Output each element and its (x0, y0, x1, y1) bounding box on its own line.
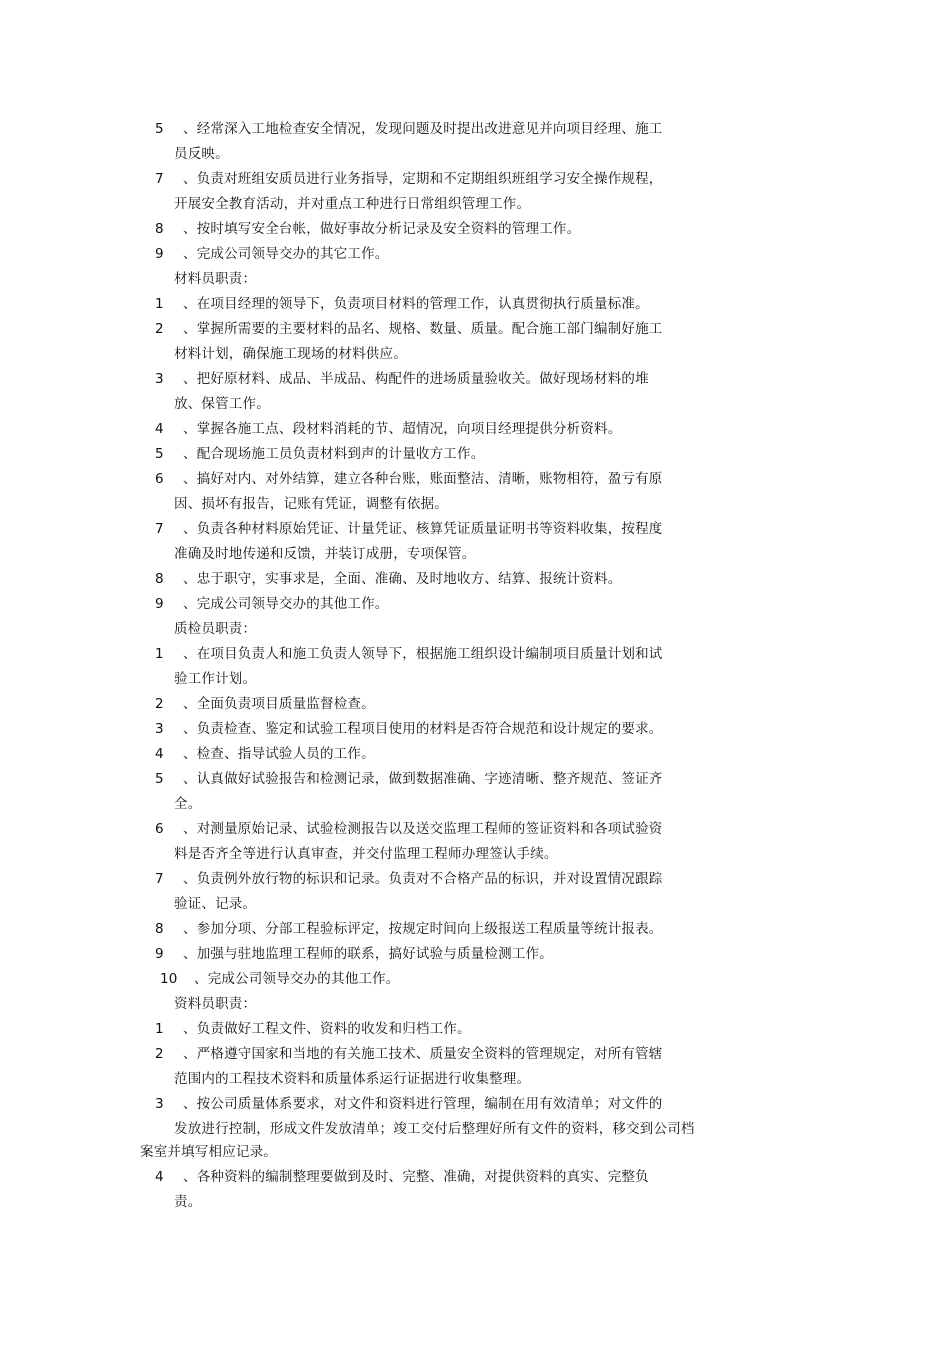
item-text: 、完成公司领导交办的其他工作。 (183, 596, 389, 612)
item-text: 、负责对班组安质员进行业务指导，定期和不定期组织班组学习安全操作规程， (183, 171, 663, 187)
list-item-continuation: 放、保管工作。 (174, 396, 270, 412)
list-item (155, 595, 389, 613)
list-item-continuation: 范围内的工程技术资料和质量体系运行证据进行收集整理。 (174, 1071, 531, 1087)
list-item (155, 920, 663, 938)
section-heading: 质检员职责： (174, 621, 257, 637)
list-item (155, 120, 663, 138)
item-text: 、掌握各施工点、段材料消耗的节、超情况，向项目经理提供分析资料。 (183, 421, 622, 437)
list-item-continuation: 验证、记录。 (174, 896, 257, 912)
list-item (155, 1168, 649, 1186)
item-number: 9 (155, 946, 164, 962)
list-item (155, 570, 621, 588)
item-number: 6 (155, 821, 164, 837)
item-number: 3 (155, 721, 164, 737)
item-number: 4 (155, 1169, 164, 1185)
item-text: 、掌握所需要的主要材料的品名、规格、数量、质量。配合施工部门编制好施工 (183, 321, 663, 337)
item-text: 、忠于职守，实事求是，全面、准确、及时地收方、结算、报统计资料。 (183, 571, 622, 587)
item-number: 2 (155, 696, 164, 712)
item-number: 4 (155, 746, 164, 762)
list-item (155, 220, 580, 238)
item-text: 、负责例外放行物的标识和记录。负责对不合格产品的标识，并对设置情况跟踪 (183, 871, 663, 887)
list-item-continuation: 员反映。 (174, 146, 229, 162)
item-text: 、负责各种材料原始凭证、计量凭证、核算凭证质量证明书等资料收集，按程度 (183, 521, 663, 537)
item-text: 、负责做好工程文件、资料的收发和归档工作。 (183, 1021, 471, 1037)
item-text: 、完成公司领导交办的其它工作。 (183, 246, 389, 262)
item-number: 1 (155, 1021, 164, 1037)
list-item-continuation: 全。 (174, 796, 202, 812)
item-text: 、参加分项、分部工程验标评定，按规定时间向上级报送工程质量等统计报表。 (183, 921, 663, 937)
item-text: 、负责检查、鉴定和试验工程项目使用的材料是否符合规范和设计规定的要求。 (183, 721, 663, 737)
list-item (155, 945, 553, 963)
list-item (155, 170, 663, 188)
item-text: 、按时填写安全台帐，做好事故分析记录及安全资料的管理工作。 (183, 221, 581, 237)
item-number: 8 (155, 221, 164, 237)
list-item-continuation: 准确及时地传递和反馈，并装订成册，专项保管。 (174, 546, 476, 562)
list-item (155, 1045, 663, 1063)
item-number: 9 (155, 596, 164, 612)
item-number: 10 (160, 971, 178, 987)
section-heading: 资料员职责： (174, 996, 257, 1012)
list-item (155, 820, 663, 838)
item-text: 、在项目经理的领导下，负责项目材料的管理工作，认真贯彻执行质量标准。 (183, 296, 649, 312)
item-number: 5 (155, 446, 164, 462)
section-heading: 材料员职责： (174, 271, 257, 287)
item-number: 7 (155, 521, 164, 537)
list-item (155, 320, 663, 338)
item-number: 4 (155, 421, 164, 437)
list-item (155, 445, 484, 463)
list-item (155, 420, 621, 438)
item-text: 、各种资料的编制整理要做到及时、完整、准确，对提供资料的真实、完整负 (183, 1169, 649, 1185)
item-number: 9 (155, 246, 164, 262)
list-item-continuation: 发放进行控制，形成文件发放清单；竣工交付后整理好所有文件的资料，移交到公司档 (174, 1121, 695, 1137)
item-text: 、在项目负责人和施工负责人领导下，根据施工组织设计编制项目质量计划和试 (183, 646, 663, 662)
item-number: 1 (155, 296, 164, 312)
item-number: 3 (155, 371, 164, 387)
item-text: 、对测量原始记录、试验检测报告以及送交监理工程师的签证资料和各项试验资 (183, 821, 663, 837)
item-text: 、全面负责项目质量监督检查。 (183, 696, 375, 712)
list-item-continuation: 开展安全教育活动，并对重点工种进行日常组织管理工作。 (174, 196, 531, 212)
item-number: 2 (155, 1046, 164, 1062)
item-text: 、认真做好试验报告和检测记录，做到数据准确、字迹清晰、整齐规范、签证齐 (183, 771, 663, 787)
list-item (155, 295, 649, 313)
item-text: 、搞好对内、对外结算，建立各种台账，账面整洁、清晰，账物相符，盈亏有原 (183, 471, 663, 487)
list-item (155, 1020, 471, 1038)
list-item-continuation: 因、损坏有报告，记账有凭证，调整有依据。 (174, 496, 448, 512)
list-item (155, 745, 375, 763)
item-number: 6 (155, 471, 164, 487)
item-text: 、加强与驻地监理工程师的联系，搞好试验与质量检测工作。 (183, 946, 553, 962)
item-text: 、检查、指导试验人员的工作。 (183, 746, 375, 762)
list-item (155, 645, 663, 663)
item-number: 1 (155, 646, 164, 662)
list-item-continuation: 验工作计划。 (174, 671, 257, 687)
list-item (155, 370, 649, 388)
item-number: 2 (155, 321, 164, 337)
item-text: 、把好原材料、成品、半成品、构配件的进场质量验收关。做好现场材料的堆 (183, 371, 649, 387)
list-item (155, 1095, 663, 1113)
item-text: 、按公司质量体系要求，对文件和资料进行管理，编制在用有效清单；对文件的 (183, 1096, 663, 1112)
list-item (155, 470, 663, 488)
item-number: 7 (155, 871, 164, 887)
item-number: 7 (155, 171, 164, 187)
list-item-continuation: 责。 (174, 1194, 202, 1210)
list-item-continuation: 案室并填写相应记录。 (140, 1144, 277, 1160)
list-item (155, 245, 389, 263)
list-item (155, 870, 663, 888)
item-text: 、经常深入工地检查安全情况，发现问题及时提出改进意见并向项目经理、施工 (183, 121, 663, 137)
list-item (155, 770, 663, 788)
list-item (155, 720, 663, 738)
list-item-continuation: 材料计划，确保施工现场的材料供应。 (174, 346, 407, 362)
item-text: 、配合现场施工员负责材料到声的计量收方工作。 (183, 446, 485, 462)
list-item-continuation: 料是否齐全等进行认真审查，并交付监理工程师办理签认手续。 (174, 846, 558, 862)
list-item (155, 695, 375, 713)
item-number: 5 (155, 771, 164, 787)
list-item (160, 970, 400, 988)
item-text: 、完成公司领导交办的其他工作。 (194, 971, 400, 987)
item-number: 8 (155, 921, 164, 937)
list-item (155, 520, 663, 538)
item-number: 8 (155, 571, 164, 587)
item-number: 3 (155, 1096, 164, 1112)
item-text: 、严格遵守国家和当地的有关施工技术、质量安全资料的管理规定，对所有管辖 (183, 1046, 663, 1062)
item-number: 5 (155, 121, 164, 137)
